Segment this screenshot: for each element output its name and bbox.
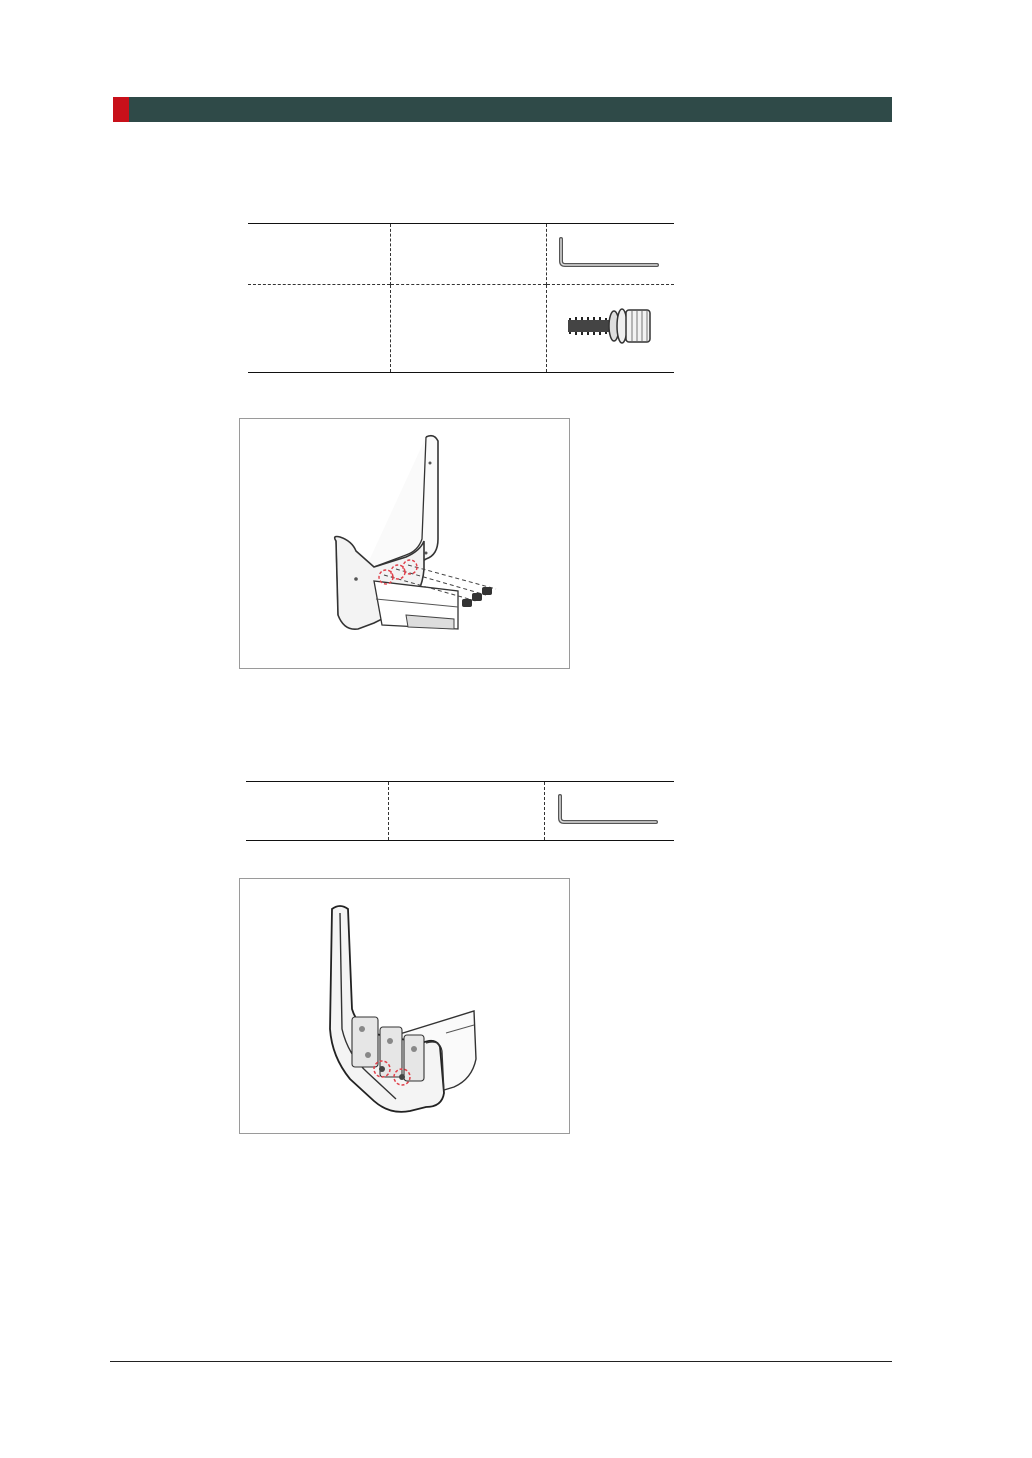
tool-name-cell	[248, 224, 390, 285]
section-header-bar	[113, 97, 892, 122]
footer-rule	[110, 1361, 892, 1362]
table-row	[248, 285, 674, 373]
table-row	[248, 224, 674, 285]
hex-key-icon	[554, 792, 664, 826]
tool-table-1	[248, 223, 674, 373]
tool-quantity-cell	[390, 285, 546, 373]
tool-table-2	[246, 781, 674, 841]
table-row	[246, 782, 674, 841]
tool-name-cell	[246, 782, 388, 841]
tool-quantity-cell	[388, 782, 544, 841]
figure-2	[239, 878, 570, 1134]
bolt-with-washer-icon	[562, 302, 658, 350]
tool-quantity-cell	[390, 224, 546, 285]
head-support-bracket-attachment-illustration	[240, 419, 568, 667]
bracket-underside-screw-locations-illustration	[240, 879, 568, 1132]
hex-key-icon	[555, 235, 665, 269]
tool-image-cell	[546, 285, 674, 373]
figure-1	[239, 418, 570, 669]
tool-name-cell	[248, 285, 390, 373]
section-header-accent	[113, 97, 129, 122]
tool-image-cell	[544, 782, 674, 841]
tool-image-cell	[546, 224, 674, 285]
